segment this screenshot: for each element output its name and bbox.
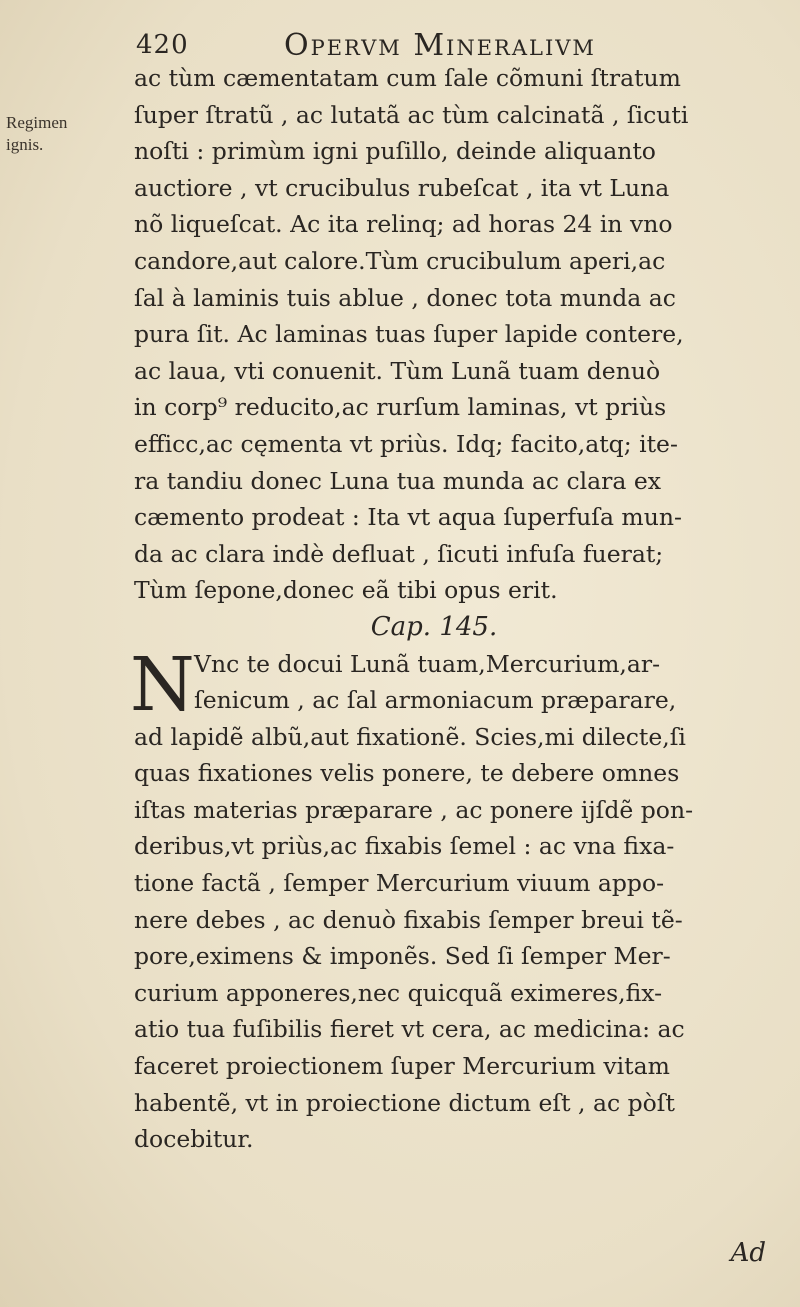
marginal-note <box>6 112 116 156</box>
text-line-content: ſenicum , ac ſal armoniacum præparare, <box>194 686 677 715</box>
text-line: Tùm ſepone,donec eã tibi opus erit. <box>134 576 558 605</box>
running-title: Opervm Mineralivm <box>284 28 596 63</box>
text-line: quas fixationes velis ponere, te debere omnes <box>134 759 680 788</box>
text-line: pura ſit. Ac laminas tuas ſuper lapide contere, <box>134 320 684 349</box>
text-line <box>134 682 774 719</box>
text-line: nere debes , ac denuò fixabis ſemper breui tẽ- <box>134 905 683 934</box>
text-line: ſal à laminis tuis ablue , donec tota munda ac <box>134 283 676 312</box>
text-line: curium apponeres,nec quicquã eximeres,fix- <box>134 978 663 1007</box>
chapter-heading: Cap. 145. <box>370 611 498 642</box>
text-line: noſti : primùm igni puſillo, deinde aliquanto <box>134 137 656 166</box>
text-line: tione factã , ſemper Mercurium viuum appo- <box>134 869 665 898</box>
text-line: atio tua fuſibilis fieret vt cera, ac medicina: ac <box>134 1015 685 1044</box>
text-line: pore,eximens & imponẽs. Sed ſi ſemper Mer- <box>134 942 671 971</box>
text-line: cæmento prodeat : Ita vt aqua ſuperfuſa mun- <box>134 503 682 532</box>
text-line: in corp⁹ reducito,ac rurſum laminas, vt priùs <box>134 393 667 422</box>
text-line: efficc,ac cęmenta vt priùs. Idq; facito,atq; ite- <box>134 429 678 458</box>
text-line: iſtas materias præparare , ac ponere ijſdẽ pon- <box>134 795 694 824</box>
text-line: ra tandiu donec Luna tua munda ac clara ex <box>134 466 662 495</box>
text-line: candore,aut calore.Tùm crucibulum aperi,ac <box>134 246 666 275</box>
text-line: ac tùm cæmentatam cum ſale cõmuni ſtratum <box>134 64 681 92</box>
text-line: docebitur. <box>134 1125 254 1154</box>
drop-cap: N <box>130 641 195 728</box>
text-line: auctiore , vt crucibulus rubeſcat , ita vt Luna <box>134 173 670 202</box>
page-number: 420 <box>136 30 189 60</box>
text-line: faceret proiectionem ſuper Mercurium vitam <box>134 1052 670 1081</box>
text-line: ſuper ſtratũ , ac lutatã ac tùm calcinatã , ſicuti <box>134 100 689 129</box>
text-line-content: Vnc te docui Lunã tuam,Mercurium,ar- <box>194 649 661 678</box>
body-text <box>130 60 774 1158</box>
text-line: nõ liqueſcat. Ac ita relinq; ad horas 24 in vno <box>134 210 673 239</box>
text-line: da ac clara indè defluat , ſicuti infuſa fuerat; <box>134 539 664 568</box>
marginal-note-line: Regimen <box>6 113 68 132</box>
text-line: deribus,vt priùs,ac fixabis ſemel : ac vna fixa- <box>134 832 675 861</box>
text-line: habentẽ, vt in proiectione dictum eſt , ac pòſt <box>134 1088 675 1117</box>
catchword: Ad <box>730 1238 766 1268</box>
text-line: ad lapidẽ albũ,aut fixationẽ. Scies,mi dilecte,ſi <box>134 722 686 751</box>
text-line: ac laua, vti conuenit. Tùm Lunã tuam denuò <box>134 356 661 385</box>
marginal-note-line: ignis. <box>6 135 44 154</box>
